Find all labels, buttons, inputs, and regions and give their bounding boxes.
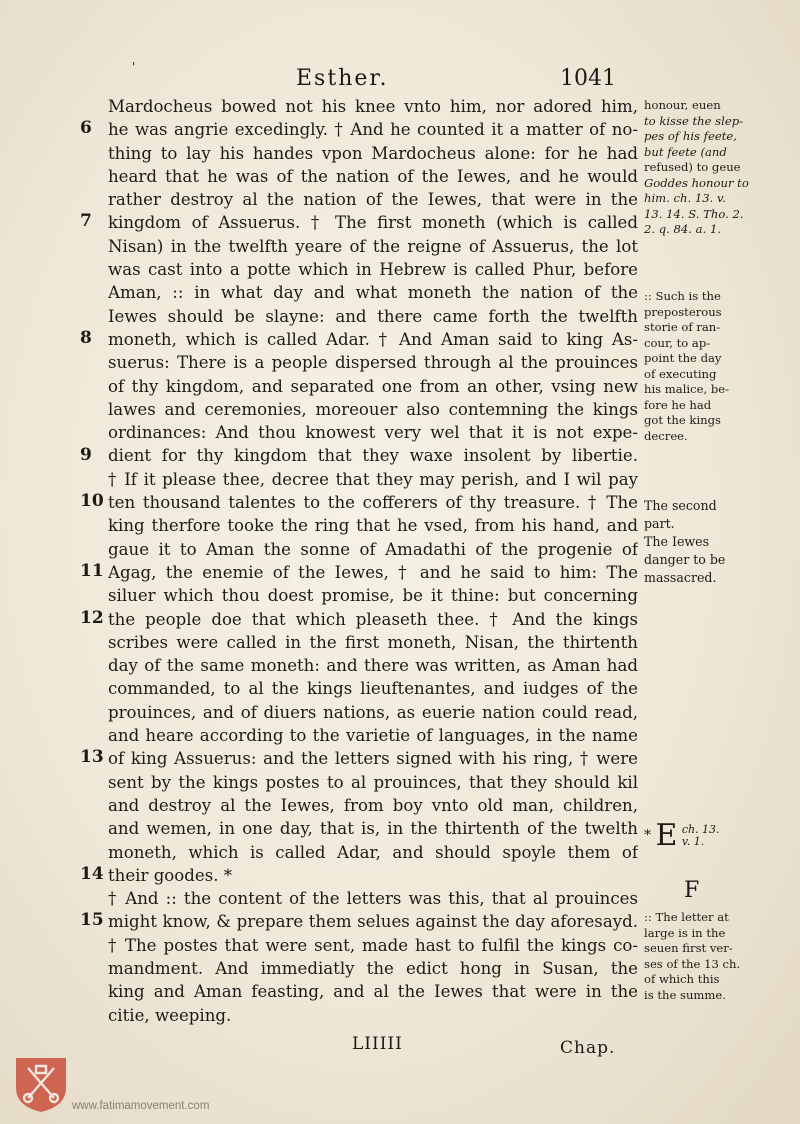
website-link[interactable]: www.fatimamovement.com bbox=[72, 1100, 210, 1112]
note-line: danger to be bbox=[644, 552, 726, 567]
body-text bbox=[108, 95, 638, 1027]
text-line: Nisan) in the twelfth yeare of the reigne of Assuerus, the lot bbox=[108, 236, 638, 256]
note-line: :: Such is the bbox=[644, 289, 721, 303]
ref-verse: v. 1. bbox=[681, 834, 705, 848]
page-mark: ' bbox=[132, 60, 136, 74]
text-line: kingdom of Assuerus. † The first moneth (which is called bbox=[108, 213, 638, 233]
verse-number: 9 bbox=[80, 445, 92, 465]
note-line: got the kings bbox=[644, 413, 721, 427]
reference-star: * bbox=[644, 827, 651, 844]
text-line: commanded, to al the kings lieuftenantes, and iudges of the bbox=[108, 679, 638, 699]
text-line: of thy kingdom, and separated one from an other, vsing new bbox=[108, 376, 638, 396]
note-line: decree. bbox=[644, 428, 688, 443]
note-line: point the day bbox=[644, 351, 722, 365]
text-line: dient for thy kingdom that they waxe insolent by libertie. bbox=[108, 446, 638, 466]
text-line: sent by the kings postes to al prouinces, that they should kil bbox=[108, 772, 638, 792]
text-line: Agag, the enemie of the Iewes, † and he said to him: The bbox=[108, 562, 638, 582]
text-line: lawes and ceremonies, moreouer also contemning the kings bbox=[108, 399, 638, 419]
text-line: moneth, which is called Adar. † And Aman said to king As- bbox=[108, 329, 638, 349]
text-line: scribes were called in the first moneth, Nisan, the thirtenth bbox=[108, 632, 638, 652]
marginal-note bbox=[644, 497, 794, 587]
note-line: to kisse the slep- bbox=[644, 113, 744, 128]
text-line: thing to lay his handes vpon Mardocheus alone: for he had bbox=[108, 143, 638, 163]
note-line: massacred. bbox=[644, 570, 717, 585]
text-line: day of the same moneth: and there was written, as Aman had bbox=[108, 656, 638, 676]
text-line: heard that he was of the nation of the Iewes, and he would bbox=[108, 166, 638, 186]
note-line: of which this bbox=[644, 972, 720, 986]
text-line: might know, & prepare them selues against the day aforesayd. bbox=[108, 912, 638, 932]
note-line: seuen first ver- bbox=[644, 941, 733, 955]
marginal-note bbox=[644, 289, 794, 444]
text-line: mandment. And immediatly the edict hong in Susan, the bbox=[108, 958, 638, 978]
text-line: rather destroy al the nation of the Iewes, that were in the bbox=[108, 190, 638, 210]
text-line: and destroy al the Iewes, from boy vnto old man, children, bbox=[108, 795, 638, 815]
side-mark-e bbox=[644, 818, 720, 853]
marginal-note bbox=[644, 98, 794, 238]
text-line: ordinances: And thou knowest very wel that it is not expe- bbox=[108, 423, 638, 443]
text-line: and heare according to the varietie of languages, in the name bbox=[108, 726, 638, 746]
text-line: ten thousand talentes to the cofferers of thy treasure. † The bbox=[108, 493, 638, 513]
text-line: Aman, :: in what day and what moneth the nation of the bbox=[108, 283, 638, 303]
verse-number: 8 bbox=[80, 328, 92, 348]
note-line: 13. 14. S. Tho. 2. bbox=[644, 206, 744, 221]
text-line: the people doe that which pleaseth thee. † And the kings bbox=[108, 609, 638, 629]
verse-number: 11 bbox=[80, 561, 104, 581]
text-line: gaue it to Aman the sonne of Amadathi of the progenie of bbox=[108, 539, 638, 559]
verse-number: 12 bbox=[80, 608, 104, 628]
site-logo bbox=[12, 1054, 70, 1114]
section-letter: F bbox=[684, 878, 700, 903]
text-line: king and Aman feasting, and al the Iewes that were in the bbox=[108, 982, 638, 1002]
text-line: † And :: the content of the letters was this, that al prouinces bbox=[108, 889, 638, 909]
text-line: moneth, which is called Adar, and should spoyle them of bbox=[108, 842, 638, 862]
verse-number: 13 bbox=[80, 747, 104, 767]
verse-number: 10 bbox=[80, 491, 104, 511]
marginal-note bbox=[644, 910, 794, 1003]
text-line: suerus: There is a people dispersed through al the prouinces bbox=[108, 353, 638, 373]
note-line: fore he had bbox=[644, 397, 712, 412]
note-line: is the summe. bbox=[644, 987, 726, 1002]
text-line: siluer which thou doest promise, be it thine: but concerning bbox=[108, 586, 638, 606]
section-letter: E bbox=[655, 818, 678, 853]
note-line: but feete (and bbox=[644, 144, 727, 159]
text-line: † The postes that were sent, made hast to fulfil the kings co- bbox=[108, 935, 638, 955]
ref-chapter: ch. 13. bbox=[681, 822, 720, 836]
note-line: ses of the 13 ch. bbox=[644, 956, 741, 971]
note-line: large is in the bbox=[644, 925, 726, 940]
note-line: The Iewes bbox=[644, 534, 710, 549]
note-line: :: The letter at bbox=[644, 910, 729, 924]
cross-reference bbox=[682, 824, 720, 848]
note-line: him. ch. 13. v. bbox=[644, 191, 726, 205]
note-line: preposterous bbox=[644, 304, 722, 319]
signature-mark: LIIIII bbox=[352, 1034, 403, 1054]
text-line: king therfore tooke the ring that he vsed, from his hand, and bbox=[108, 516, 638, 536]
verse-number: 15 bbox=[80, 910, 104, 930]
note-line: pes of his feete, bbox=[644, 129, 737, 143]
text-line: he was angrie excedingly. † And he counted it a matter of no- bbox=[108, 120, 638, 140]
folio-number: 1041 bbox=[560, 66, 616, 91]
note-line: Goddes honour to bbox=[644, 175, 749, 190]
text-line: their goodes. * bbox=[108, 865, 233, 885]
catchword: Chap. bbox=[560, 1038, 616, 1058]
verse-number: 6 bbox=[80, 118, 92, 138]
text-line: Mardocheus bowed not his knee vnto him, nor adored him, bbox=[108, 97, 638, 116]
running-head: Esther. bbox=[296, 66, 389, 91]
text-line: of king Assuerus: and the letters signed with his ring, † were bbox=[108, 749, 638, 769]
note-line: The second bbox=[644, 498, 717, 513]
verse-number: 7 bbox=[80, 211, 92, 231]
note-line: honour, euen bbox=[644, 98, 721, 112]
text-line: was cast into a potte which in Hebrew is called Phur, before bbox=[108, 260, 638, 280]
note-line: part. bbox=[644, 516, 675, 531]
note-line: of executing bbox=[644, 366, 717, 381]
text-line: citie, weeping. bbox=[108, 1005, 232, 1025]
text-line: prouinces, and of diuers nations, as euerie nation could read, bbox=[108, 702, 638, 722]
text-line: † If it please thee, decree that they may perish, and I wil pay bbox=[108, 469, 638, 489]
note-line: 2. q. 84. a. 1. bbox=[644, 222, 722, 236]
note-line: storie of ran- bbox=[644, 320, 721, 334]
note-line: refused) to geue bbox=[644, 160, 741, 174]
note-line: cour, to ap- bbox=[644, 335, 711, 350]
note-line: his malice, be- bbox=[644, 382, 730, 396]
verse-number: 14 bbox=[80, 864, 104, 884]
text-line: Iewes should be slayne: and there came forth the twelfth bbox=[108, 306, 638, 326]
text-line: and wemen, in one day, that is, in the thirtenth of the twelth bbox=[108, 819, 638, 839]
